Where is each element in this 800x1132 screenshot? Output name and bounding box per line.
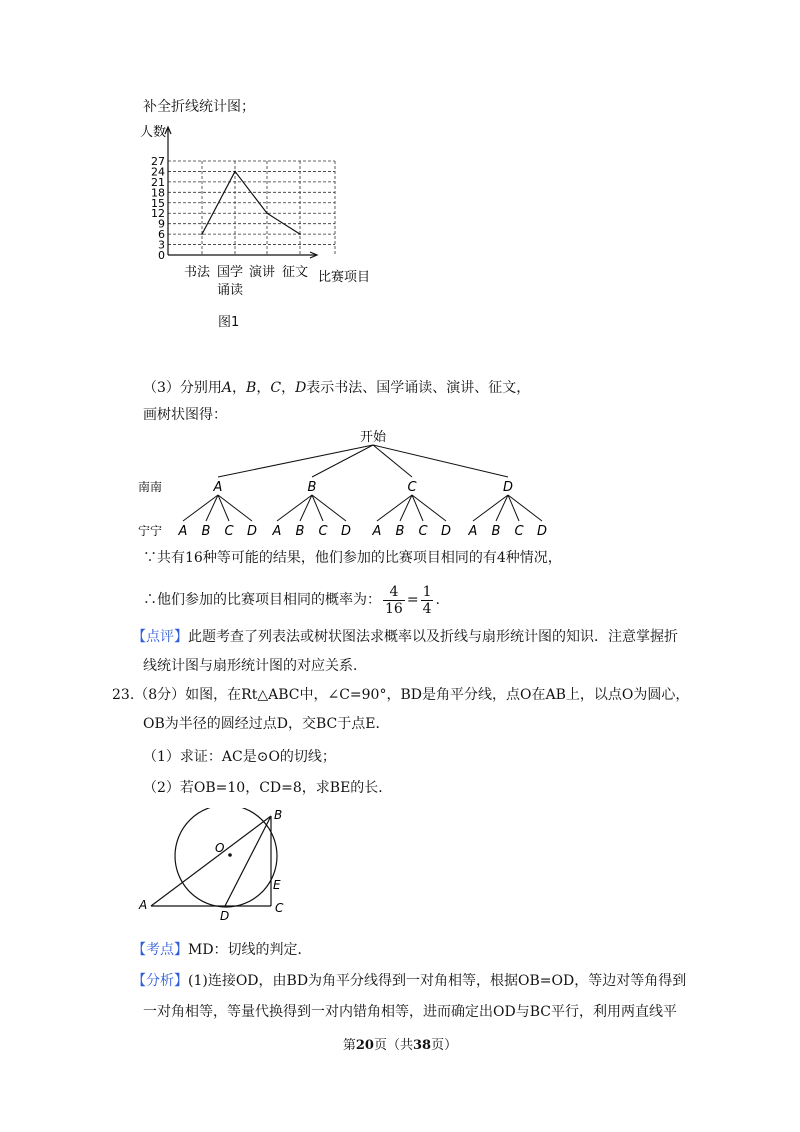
tree-diagram: [130, 425, 570, 545]
tree-branch: [277, 495, 312, 521]
fraction-denominator: 16: [385, 600, 403, 617]
tree-level2-node: B: [201, 524, 211, 539]
q23-sub1: （1）求证：AC是⊙O的切线；: [143, 749, 336, 765]
therefore-text: ∴他们参加的比赛项目相同的概率为：: [143, 592, 381, 608]
footer-total-pages: 38: [413, 1038, 432, 1053]
tree-level1-label: 南南: [138, 480, 163, 494]
comment-text1: 此题考查了列表法或树状图法求概率以及折线与扇形统计图的知识．注意掌握折: [188, 629, 678, 645]
y-tick-label: 27: [151, 155, 165, 168]
tree-level2-node: D: [440, 524, 452, 539]
since-line: ∵共有16种等可能的结果，他们参加的比赛项目相同的有4种情况，: [143, 550, 562, 566]
y-tick-label: 18: [151, 186, 165, 200]
line-chart: [130, 118, 400, 308]
part3-line2: 画树状图得：: [143, 407, 227, 423]
part3-suffix: 表示书法、国学诵读、演讲、征文，: [306, 380, 531, 396]
geometry-figure: [135, 808, 305, 923]
tree-branch: [183, 495, 218, 521]
chart-y-ticks: [151, 155, 165, 262]
footer-page-number: 20: [355, 1038, 374, 1053]
tree-nodes: [178, 480, 547, 539]
period: .: [435, 592, 440, 608]
tree-branch: [473, 495, 508, 521]
var-d: D: [295, 380, 307, 396]
chart-x-label: 比赛项目: [318, 270, 371, 285]
tree-level2-node: B: [395, 524, 405, 539]
tree-level1-node: C: [407, 480, 417, 495]
tree-level2-label: 宁宁: [138, 524, 163, 538]
tree-root: 开始: [359, 430, 387, 445]
tree-level1-node: D: [502, 480, 514, 495]
fraction-denominator: 4: [422, 600, 432, 617]
figure1-caption: 图1: [218, 315, 240, 330]
part3-line1: （3）分别用A，B，C，D表示书法、国学诵读、演讲、征文，: [143, 380, 531, 396]
tree-lines: [183, 445, 542, 521]
label-o: O: [215, 841, 225, 855]
fenxi-line1: [132, 971, 686, 991]
tree-level2-node: D: [340, 524, 352, 539]
tree-level2-node: C: [318, 524, 328, 539]
label-d: D: [220, 909, 230, 923]
var-b: B: [246, 380, 257, 396]
tree-level1-node: A: [213, 480, 223, 495]
q23-line1: [112, 685, 689, 705]
tree-level2-node: D: [246, 524, 258, 539]
y-tick-label: 9: [158, 217, 165, 231]
tree-level2-node: A: [178, 524, 188, 539]
tree-branch: [377, 495, 412, 521]
tree-level2-node: A: [468, 524, 478, 539]
label-c: C: [275, 901, 284, 915]
q23-sub2: （2）若OB=10，CD=8，求BE的长．: [143, 780, 393, 796]
y-tick-label: 12: [151, 207, 165, 221]
page-footer: [0, 1036, 800, 1056]
tree-level2-node: A: [372, 524, 382, 539]
label-a: A: [139, 898, 148, 912]
y-tick-label: 0: [158, 249, 165, 262]
segment-ab: [151, 816, 271, 906]
fraction-1-4: [421, 584, 434, 617]
y-tick-label: 21: [151, 175, 165, 189]
tree-level2-node: C: [418, 524, 428, 539]
tree-branch: [312, 445, 373, 477]
kaodian-line: [132, 940, 312, 960]
tree-level2-node: C: [224, 524, 234, 539]
equals-sign: =: [406, 592, 419, 608]
fenxi-line2: 一对角相等，等量代换得到一对内错角相等，进而确定出OD与BC平行，利用两直线平: [143, 1004, 677, 1020]
footer-prefix: 第: [342, 1038, 356, 1053]
data-point: [201, 233, 203, 235]
data-point: [266, 212, 268, 214]
q23-text1: （8分）如图，在Rt△ABC中，∠C=90°，BD是角平分线，点O在AB上，以点O为圆心，: [134, 687, 690, 703]
chart-x-ticks: [184, 264, 308, 298]
fraction-numerator: 4: [383, 584, 405, 601]
y-tick-label: 3: [158, 238, 165, 252]
comment-line2: 线统计图与扇形统计图的对应关系．: [143, 658, 367, 674]
tree-level2-node: B: [491, 524, 501, 539]
point-o: [228, 853, 232, 857]
tree-level2-node: D: [536, 524, 548, 539]
kaodian-text: MD：切线的判定．: [188, 942, 312, 958]
footer-suffix: 页）: [431, 1038, 458, 1053]
data-point: [234, 171, 236, 173]
q23-number: 23.: [112, 687, 135, 703]
y-tick-label: 24: [151, 165, 165, 179]
tree-level2-node: C: [514, 524, 524, 539]
therefore-line: [143, 583, 440, 617]
y-tick-label: 6: [158, 228, 165, 242]
tree-level2-node: A: [272, 524, 282, 539]
var-a: A: [221, 380, 233, 396]
label-e: E: [273, 878, 281, 892]
segment-bd: [225, 816, 271, 906]
tree-level1-node: B: [307, 480, 317, 495]
kaodian-tag: 【考点】: [132, 942, 188, 958]
comment-tag: 【点评】: [132, 629, 188, 645]
fraction-4-16: [383, 584, 405, 617]
tree-level2-node: B: [295, 524, 305, 539]
footer-middle: 页（共: [373, 1038, 413, 1053]
comment-line1: [132, 627, 678, 647]
part3-prefix: （3）分别用: [143, 380, 222, 396]
x-tick-label: 征文: [281, 265, 309, 280]
fenxi-text1: (1)连接OD，由BD为角平分线得到一对角相等，根据OB=OD，等边对等角得到: [188, 973, 687, 989]
x-tick-label-line2: 诵读: [216, 283, 244, 298]
intro-line: 补全折线统计图；: [143, 99, 255, 115]
fraction-numerator: 1: [422, 583, 432, 600]
chart-y-label: 人数: [140, 125, 167, 140]
y-tick-label: 15: [151, 196, 165, 210]
var-c: C: [270, 380, 282, 396]
chart-grid: [168, 161, 335, 255]
fenxi-tag: 【分析】: [132, 973, 188, 989]
x-tick-label: 演讲: [248, 265, 276, 280]
data-point: [299, 233, 301, 235]
q23-line2: OB为半径的圆经过点D，交BC于点E．: [143, 716, 390, 732]
x-tick-label: 书法: [183, 265, 211, 280]
label-b: B: [274, 808, 283, 822]
tree-branch: [218, 445, 373, 477]
x-tick-label: 国学: [216, 265, 244, 280]
